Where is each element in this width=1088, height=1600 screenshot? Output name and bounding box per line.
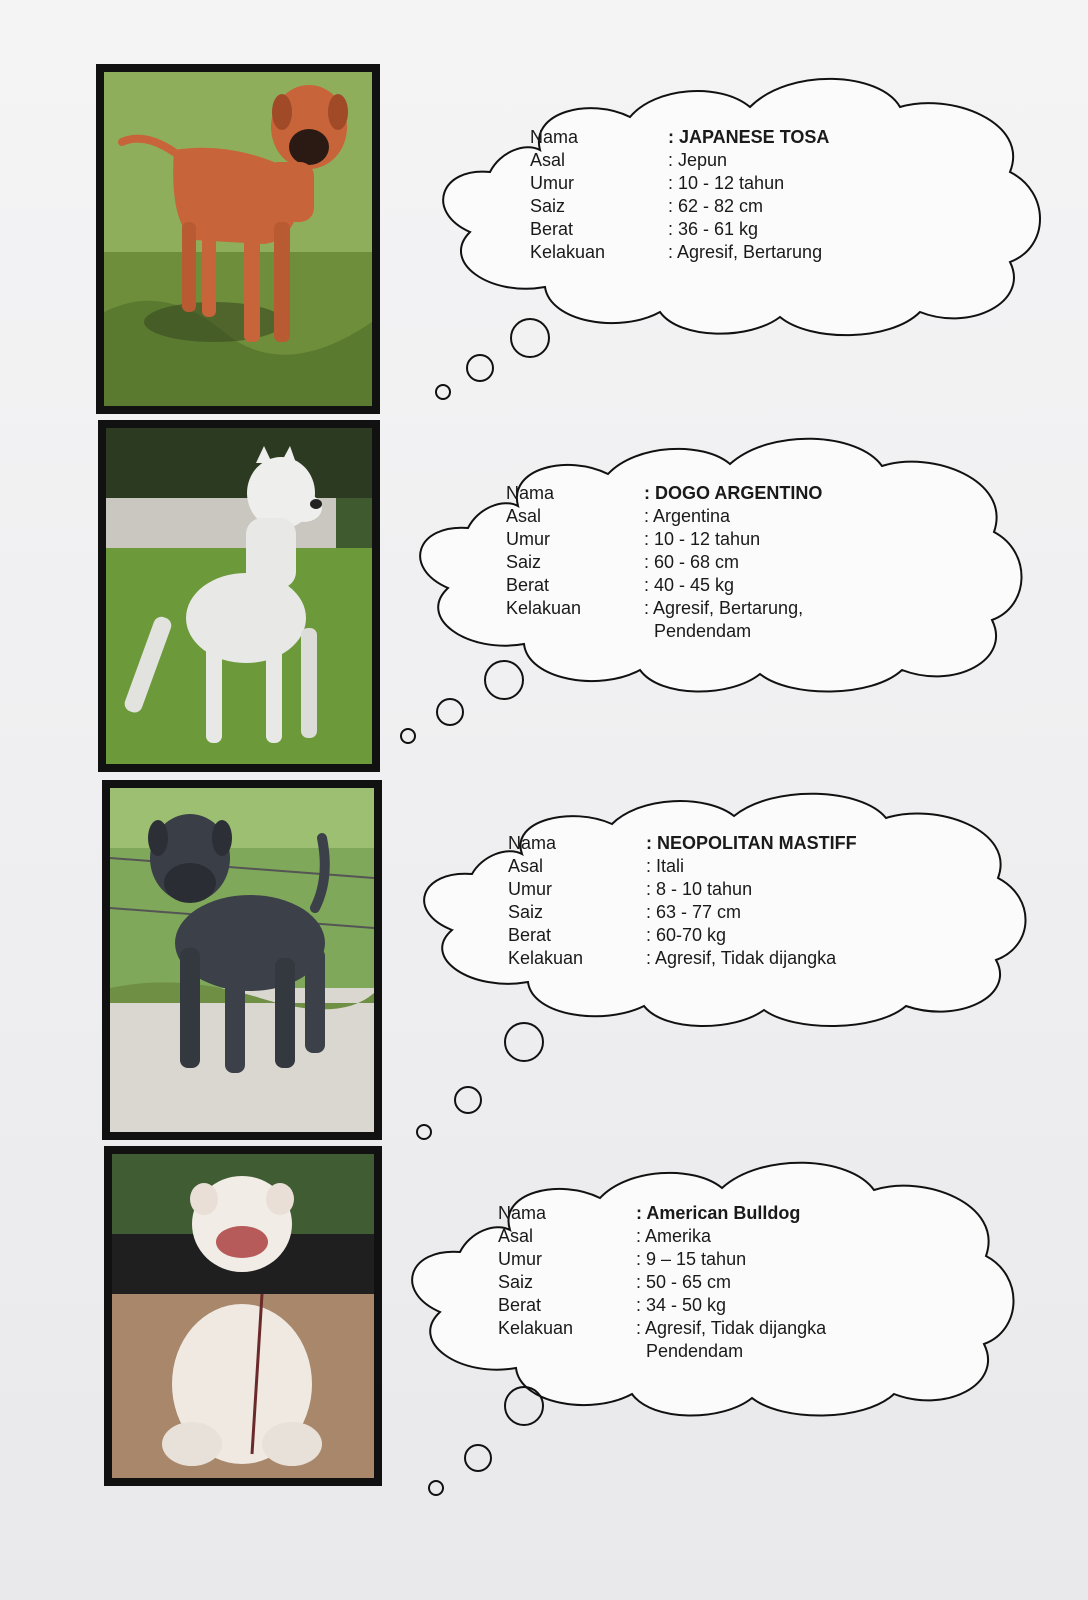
label-weight: Berat [508, 925, 552, 945]
photo-american-bulldog [104, 1146, 382, 1486]
row-name [508, 832, 857, 855]
row-size [506, 551, 822, 574]
row-weight [530, 218, 829, 241]
row-name [506, 482, 822, 505]
value-size: : 50 - 65 cm [636, 1272, 732, 1292]
bubble-dot-large [504, 1022, 544, 1062]
info-block [530, 126, 829, 264]
value-name: : NEOPOLITAN MASTIFF [646, 833, 857, 853]
bubble-dot-small [416, 1124, 432, 1140]
row-behavior [508, 947, 857, 970]
bubble-dot-small [400, 728, 416, 744]
bubble-dot-large [504, 1386, 544, 1426]
row-name [498, 1202, 826, 1225]
label-behavior: Kelakuan [508, 948, 584, 968]
row-origin [508, 855, 857, 878]
info-block [498, 1202, 826, 1363]
bubble-dot-large [510, 318, 550, 358]
value-name: : JAPANESE TOSA [668, 127, 830, 147]
row-behavior [506, 597, 822, 620]
value-origin: : Argentina [644, 506, 731, 526]
value-weight: : 34 - 50 kg [636, 1295, 727, 1315]
row-name [530, 126, 829, 149]
value-behavior-cont: Pendendam [646, 1341, 744, 1361]
value-weight: : 40 - 45 kg [644, 575, 735, 595]
label-origin: Asal [508, 856, 544, 876]
mastiff-image [110, 788, 374, 1132]
label-name: Nama [506, 483, 555, 503]
info-block [508, 832, 857, 970]
row-behavior [498, 1317, 826, 1340]
thought-bubble-dogo-argentino [408, 436, 1026, 698]
value-weight: : 60-70 kg [646, 925, 727, 945]
value-weight: : 36 - 61 kg [668, 219, 759, 239]
row-origin [530, 149, 829, 172]
bubble-dot-medium [436, 698, 464, 726]
value-size: : 60 - 68 cm [644, 552, 740, 572]
label-age: Umur [498, 1249, 542, 1269]
thought-bubble-japanese-tosa [430, 72, 1050, 342]
value-size: : 62 - 82 cm [668, 196, 764, 216]
label-weight: Berat [530, 219, 574, 239]
row-weight [506, 574, 822, 597]
value-behavior: : Agresif, Tidak dijangka [646, 948, 837, 968]
tosa-image [104, 72, 372, 406]
value-age: : 10 - 12 tahun [668, 173, 785, 193]
label-age: Umur [508, 879, 552, 899]
bulldog-image [112, 1154, 374, 1478]
value-behavior: : Agresif, Bertarung [668, 242, 823, 262]
value-age: : 8 - 10 tahun [646, 879, 753, 899]
label-origin: Asal [498, 1226, 534, 1246]
label-behavior: Kelakuan [530, 242, 606, 262]
label-name: Nama [498, 1203, 547, 1223]
label-weight: Berat [506, 575, 550, 595]
value-origin: : Jepun [668, 150, 728, 170]
row-age [498, 1248, 826, 1271]
bubble-dot-large [484, 660, 524, 700]
label-age: Umur [530, 173, 574, 193]
bubble-dot-medium [454, 1086, 482, 1114]
row-size [498, 1271, 826, 1294]
label-weight: Berat [498, 1295, 542, 1315]
row-age [506, 528, 822, 551]
value-origin: : Itali [646, 856, 685, 876]
row-behavior-cont [506, 620, 822, 643]
label-behavior: Kelakuan [506, 598, 582, 618]
row-weight [498, 1294, 826, 1317]
photo-dogo-argentino [98, 420, 380, 772]
bubble-dot-small [428, 1480, 444, 1496]
label-name: Nama [508, 833, 557, 853]
bubble-dot-medium [464, 1444, 492, 1472]
row-size [530, 195, 829, 218]
photo-japanese-tosa [96, 64, 380, 414]
label-origin: Asal [506, 506, 542, 526]
value-size: : 63 - 77 cm [646, 902, 742, 922]
value-age: : 10 - 12 tahun [644, 529, 761, 549]
row-size [508, 901, 857, 924]
value-origin: : Amerika [636, 1226, 712, 1246]
dogo-image [106, 428, 372, 764]
bubble-dot-small [435, 384, 451, 400]
label-name: Nama [530, 127, 579, 147]
value-age: : 9 – 15 tahun [636, 1249, 747, 1269]
bubble-dot-medium [466, 354, 494, 382]
label-origin: Asal [530, 150, 566, 170]
value-name: : American Bulldog [636, 1203, 801, 1223]
label-size: Saiz [508, 902, 544, 922]
info-block [506, 482, 822, 643]
thought-bubble-american-bulldog [398, 1160, 1020, 1422]
row-weight [508, 924, 857, 947]
row-origin [498, 1225, 826, 1248]
thought-bubble-neopolitan-mastiff [410, 790, 1032, 1030]
row-age [530, 172, 829, 195]
label-behavior: Kelakuan [498, 1318, 574, 1338]
label-size: Saiz [498, 1272, 534, 1292]
photo-neopolitan-mastiff [102, 780, 382, 1140]
label-age: Umur [506, 529, 550, 549]
value-name: : DOGO ARGENTINO [644, 483, 823, 503]
row-behavior [530, 241, 829, 264]
row-origin [506, 505, 822, 528]
value-behavior: : Agresif, Bertarung, [644, 598, 804, 618]
value-behavior: : Agresif, Tidak dijangka [636, 1318, 827, 1338]
row-age [508, 878, 857, 901]
label-size: Saiz [530, 196, 566, 216]
label-size: Saiz [506, 552, 542, 572]
row-behavior-cont [498, 1340, 826, 1363]
value-behavior-cont: Pendendam [654, 621, 752, 641]
